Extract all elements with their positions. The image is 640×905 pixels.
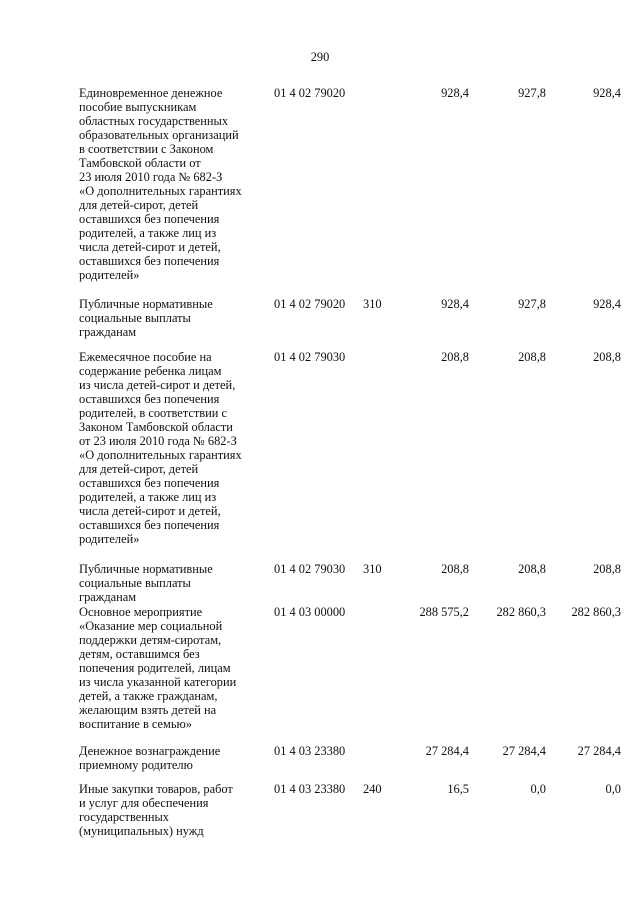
row-name: Ежемесячное пособие на содержание ребенка лицам из числа детей-сирот и детей, оставшихся без попечения родителей, в соответствии с Законом Тамбовской области от 23 июля 2010 года № 682-З «О дополнительных гарантиях для детей-сирот, детей оставшихся без попечения родителей, а также лиц из числа детей-сирот и детей, оставшихся без попечения родителей» bbox=[79, 350, 242, 546]
table-row bbox=[76, 782, 621, 838]
row-value-2: 927,8 bbox=[518, 297, 546, 311]
row-code: 01 4 02 79030 bbox=[274, 562, 346, 576]
row-value-1: 928,4 bbox=[441, 297, 469, 311]
row-value-2: 208,8 bbox=[518, 350, 546, 364]
table-row bbox=[76, 562, 621, 604]
row-value-3: 0,0 bbox=[605, 782, 621, 796]
row-value-2: 0,0 bbox=[530, 782, 546, 796]
row-value-2: 27 284,4 bbox=[502, 744, 546, 758]
row-name: Единовременное денежное пособие выпускникам областных государственных образовательных организаций в соответствии с Законом Тамбовской области от 23 июля 2010 года № 682-З «О дополнительных гарантиях для детей-сирот, детей оставшихся без попечения родителей, а также лиц из числа детей-сирот и детей, оставшихся без попечения родителей» bbox=[79, 86, 242, 282]
row-code: 01 4 03 23380 bbox=[274, 744, 346, 758]
table-row bbox=[76, 744, 621, 772]
row-value-1: 928,4 bbox=[441, 86, 469, 100]
row-name: Основное мероприятие «Оказание мер социальной поддержки детям-сиротам, детям, оставшимся без попечения родителей, лицам из числа указанной категории детей, а также гражданам, желающим взять детей на воспитание в семью» bbox=[79, 605, 237, 731]
row-value-2: 208,8 bbox=[518, 562, 546, 576]
row-value-3: 208,8 bbox=[593, 562, 621, 576]
row-code: 01 4 03 23380 bbox=[274, 782, 346, 796]
row-value-1: 208,8 bbox=[441, 350, 469, 364]
row-code: 01 4 03 00000 bbox=[274, 605, 346, 619]
row-value-2: 282 860,3 bbox=[496, 605, 546, 619]
table-row bbox=[76, 350, 621, 546]
row-name: Иные закупки товаров, работ и услуг для обеспечения государственных (муниципальных) нужд bbox=[79, 782, 233, 838]
row-code: 01 4 02 79020 bbox=[274, 297, 346, 311]
row-value-3: 282 860,3 bbox=[571, 605, 621, 619]
row-value-1: 288 575,2 bbox=[419, 605, 469, 619]
row-value-2: 927,8 bbox=[518, 86, 546, 100]
table-row bbox=[76, 86, 621, 282]
row-code: 01 4 02 79020 bbox=[274, 86, 346, 100]
row-value-3: 928,4 bbox=[593, 86, 621, 100]
row-value-3: 928,4 bbox=[593, 297, 621, 311]
row-name: Публичные нормативные социальные выплаты гражданам bbox=[79, 562, 213, 604]
row-value-3: 208,8 bbox=[593, 350, 621, 364]
row-expense-type: 240 bbox=[363, 782, 382, 796]
row-expense-type: 310 bbox=[363, 297, 382, 311]
row-name: Публичные нормативные социальные выплаты гражданам bbox=[79, 297, 213, 339]
row-expense-type: 310 bbox=[363, 562, 382, 576]
table-row bbox=[76, 605, 621, 731]
page-number: 290 bbox=[310, 50, 330, 64]
row-code: 01 4 02 79030 bbox=[274, 350, 346, 364]
row-value-1: 208,8 bbox=[441, 562, 469, 576]
row-value-1: 16,5 bbox=[447, 782, 469, 796]
table-row bbox=[76, 297, 621, 339]
row-name: Денежное вознаграждение приемному родителю bbox=[79, 744, 221, 772]
row-value-3: 27 284,4 bbox=[577, 744, 621, 758]
row-value-1: 27 284,4 bbox=[425, 744, 469, 758]
